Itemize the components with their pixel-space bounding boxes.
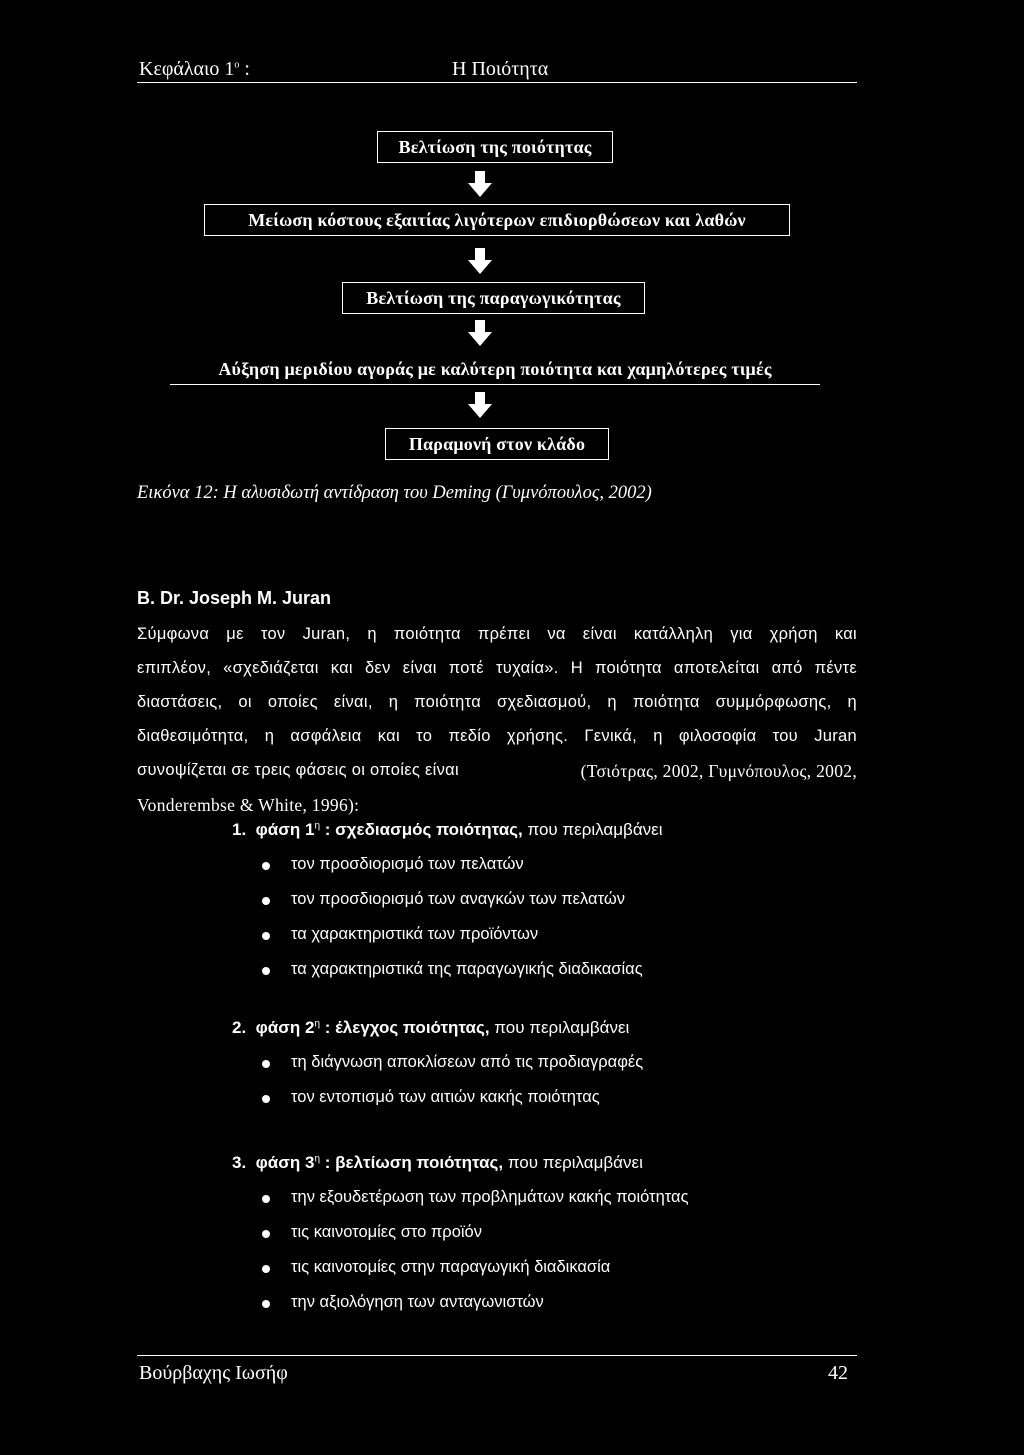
phase-heading: 1. φάση $1^\eta$ : σχεδιασμός ποιότητας, που περιλαμβάνει [232, 820, 663, 839]
figure-caption: Εικόνα 12: Η αλυσιδωτή αντίδραση του Deming (Γυμνόπουλος, 2002) [137, 483, 652, 503]
footer-rule [137, 1355, 857, 1356]
down-arrow-icon [468, 248, 492, 274]
bullet-icon [262, 862, 270, 870]
header-rule [137, 82, 857, 83]
chapter-title: Η Ποιότητα [452, 58, 549, 80]
diagram-box-5: Παραμονή στον κλάδο [385, 428, 609, 460]
citation: Vonderembse & White, 1996): [137, 795, 360, 815]
diagram-box-2: Μείωση κόστους εξαιτίας λιγότερων επιδιορθώσεων και λαθών [204, 204, 790, 236]
paragraph-line: επιπλέον, «σχεδιάζεται και δεν είναι ποτέ τυχαία». Η ποιότητα αποτελείται από πέντε [137, 659, 857, 677]
list-item: τα χαρακτηριστικά των προϊόντων [291, 925, 539, 943]
section-title: B. Dr. Joseph M. Juran [137, 588, 332, 608]
bullet-icon [262, 1265, 270, 1273]
bullet-icon [262, 1300, 270, 1308]
phase-heading: 2. φάση $2^\eta$ : έλεγχος ποιότητας, που περιλαμβάνει [232, 1018, 630, 1037]
list-item: τον εντοπισμό των αιτιών κακής ποιότητας [291, 1088, 600, 1106]
list-item: τις καινοτομίες στην παραγωγική διαδικασία [291, 1258, 611, 1276]
paragraph-line [137, 761, 857, 782]
down-arrow-icon [468, 392, 492, 418]
list-item: τα χαρακτηριστικά της παραγωγικής διαδικασίας [291, 960, 643, 978]
list-item: τη διάγνωση αποκλίσεων από τις προδιαγραφές [291, 1053, 644, 1071]
down-arrow-icon [468, 320, 492, 346]
paragraph-text: συνοψίζεται σε τρεις φάσεις οι οποίες είναι [137, 761, 459, 779]
diagram-box-1: Βελτίωση της ποιότητας [377, 131, 613, 163]
list-item: τον προσδιορισμό των πελατών [291, 855, 524, 873]
bullet-icon [262, 932, 270, 940]
footer-author: Βούρβαχης Ιωσήφ [139, 1362, 288, 1384]
list-item: την εξουδετέρωση των προβλημάτων κακής ποιότητας [291, 1188, 689, 1206]
down-arrow-icon [468, 171, 492, 197]
diagram-box-3: Βελτίωση της παραγωγικότητας [342, 282, 645, 314]
bullet-icon [262, 1230, 270, 1238]
paragraph-line: διαστάσεις, οι οποίες είναι, η ποιότητα σχεδιασμού, η ποιότητα συμμόρφωσης, η [137, 693, 857, 711]
list-item: τις καινοτομίες στο προϊόν [291, 1223, 482, 1241]
bullet-icon [262, 897, 270, 905]
bullet-icon [262, 967, 270, 975]
paragraph-line: Σύμφωνα με τον Juran, η ποιότητα πρέπει να είναι κατάλληλη για χρήση και [137, 625, 857, 643]
phase-heading: 3. φάση $3^\eta$ : βελτίωση ποιότητας, που περιλαμβάνει [232, 1153, 643, 1172]
bullet-icon [262, 1095, 270, 1103]
chapter-label: Κεφάλαιο $1^o$ : [139, 58, 250, 80]
paragraph-line: διαθεσιμότητα, η ασφάλεια και το πεδίο χρήσης. Γενικά, η φιλοσοφία του Juran [137, 727, 857, 745]
citation: (Τσιότρας, 2002, Γυμνόπουλος, 2002, [580, 761, 857, 781]
bullet-icon [262, 1195, 270, 1203]
diagram-box-4: Αύξηση μεριδίου αγοράς με καλύτερη ποιότητα και χαμηλότερες τιμές [170, 354, 820, 385]
page-number: 42 [828, 1362, 848, 1384]
bullet-icon [262, 1060, 270, 1068]
list-item: την αξιολόγηση των ανταγωνιστών [291, 1293, 544, 1311]
list-item: τον προσδιορισμό των αναγκών των πελατών [291, 890, 625, 908]
